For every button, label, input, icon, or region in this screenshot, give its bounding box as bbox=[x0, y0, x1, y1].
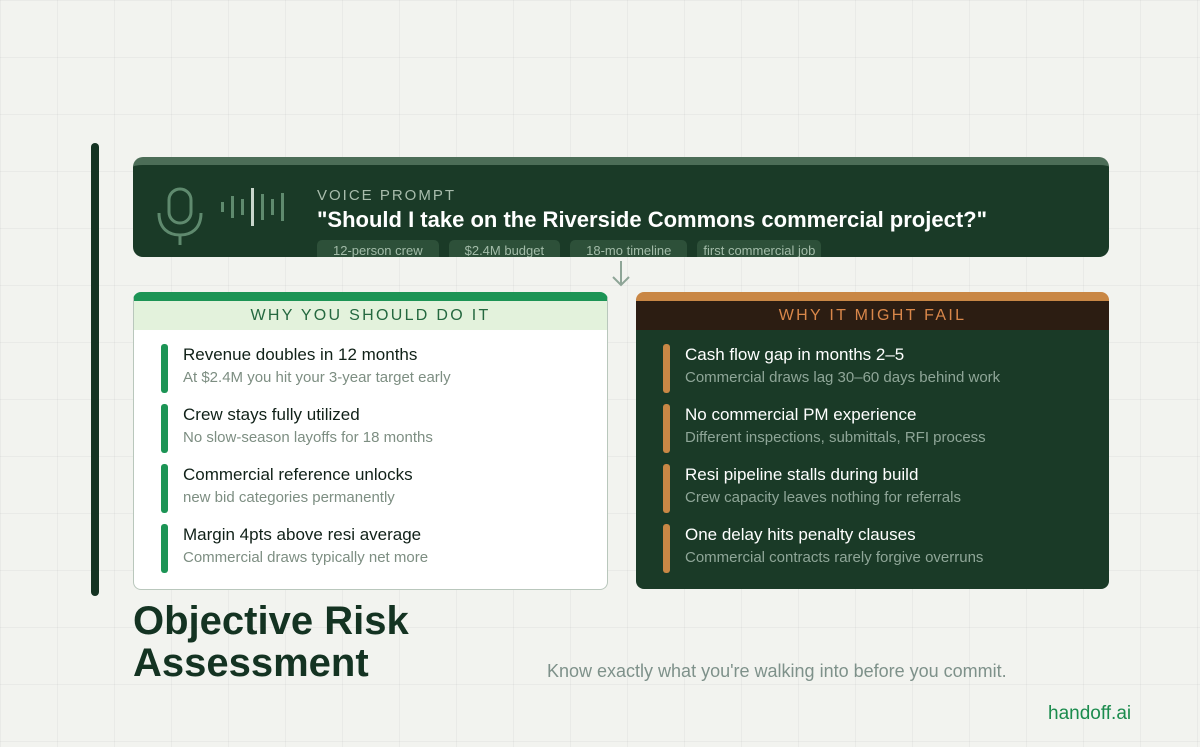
tagline: Know exactly what you're walking into before you commit. bbox=[547, 661, 1007, 681]
item-accent bbox=[663, 464, 670, 513]
item-subtitle: Commercial contracts rarely forgive overruns bbox=[685, 549, 984, 566]
pros-item bbox=[161, 462, 607, 522]
item-accent bbox=[161, 464, 168, 513]
pros-card bbox=[133, 292, 608, 590]
chip-first-job: first commercial job bbox=[697, 240, 821, 257]
pros-heading: WHY YOU SHOULD DO IT bbox=[134, 301, 607, 330]
item-title: No commercial PM experience bbox=[685, 405, 917, 424]
cons-item bbox=[663, 342, 1109, 402]
item-subtitle: new bid categories permanently bbox=[183, 489, 395, 506]
item-subtitle: Different inspections, submittals, RFI process bbox=[685, 429, 986, 446]
item-subtitle: No slow-season layoffs for 18 months bbox=[183, 429, 433, 446]
cons-item bbox=[663, 522, 1109, 582]
arrow-down-icon bbox=[610, 259, 632, 289]
cons-heading: WHY IT MIGHT FAIL bbox=[636, 301, 1109, 330]
microphone-icon bbox=[153, 185, 209, 247]
page-title bbox=[133, 600, 409, 684]
voice-prompt-label: VOICE PROMPT bbox=[317, 187, 457, 204]
item-title: Revenue doubles in 12 months bbox=[183, 345, 418, 364]
item-accent bbox=[161, 344, 168, 393]
cons-item bbox=[663, 462, 1109, 522]
pros-item bbox=[161, 522, 607, 582]
accent-bar bbox=[91, 143, 99, 596]
item-title: Cash flow gap in months 2–5 bbox=[685, 345, 905, 364]
cons-card bbox=[636, 292, 1109, 589]
item-accent bbox=[663, 404, 670, 453]
item-title: Commercial reference unlocks bbox=[183, 465, 413, 484]
context-chips bbox=[317, 240, 821, 257]
brand-logo-text: handoff.ai bbox=[1048, 703, 1132, 724]
waveform-icon bbox=[219, 187, 293, 227]
item-accent bbox=[161, 404, 168, 453]
pros-item bbox=[161, 402, 607, 462]
item-title: Resi pipeline stalls during build bbox=[685, 465, 919, 484]
item-title: One delay hits penalty clauses bbox=[685, 525, 916, 544]
item-accent bbox=[161, 524, 168, 573]
item-subtitle: Commercial draws typically net more bbox=[183, 549, 429, 566]
chip-crew: 12-person crew bbox=[317, 240, 439, 257]
item-title: Margin 4pts above resi average bbox=[183, 525, 422, 544]
item-subtitle: Crew capacity leaves nothing for referrals bbox=[685, 489, 961, 506]
item-subtitle: Commercial draws lag 30–60 days behind work bbox=[685, 369, 1001, 386]
item-accent bbox=[663, 524, 670, 573]
chip-budget: $2.4M budget bbox=[449, 240, 561, 257]
voice-prompt-banner bbox=[133, 157, 1109, 257]
item-accent bbox=[663, 344, 670, 393]
prompt-question: "Should I take on the Riverside Commons commercial project?" bbox=[317, 207, 988, 232]
pros-item bbox=[161, 342, 607, 402]
cons-item bbox=[663, 402, 1109, 462]
item-title: Crew stays fully utilized bbox=[183, 405, 360, 424]
title-line-2: Assessment bbox=[133, 641, 369, 685]
chip-timeline: 18-mo timeline bbox=[570, 240, 687, 257]
item-subtitle: At $2.4M you hit your 3-year target early bbox=[183, 369, 451, 386]
title-line-1: Objective Risk bbox=[133, 599, 409, 643]
